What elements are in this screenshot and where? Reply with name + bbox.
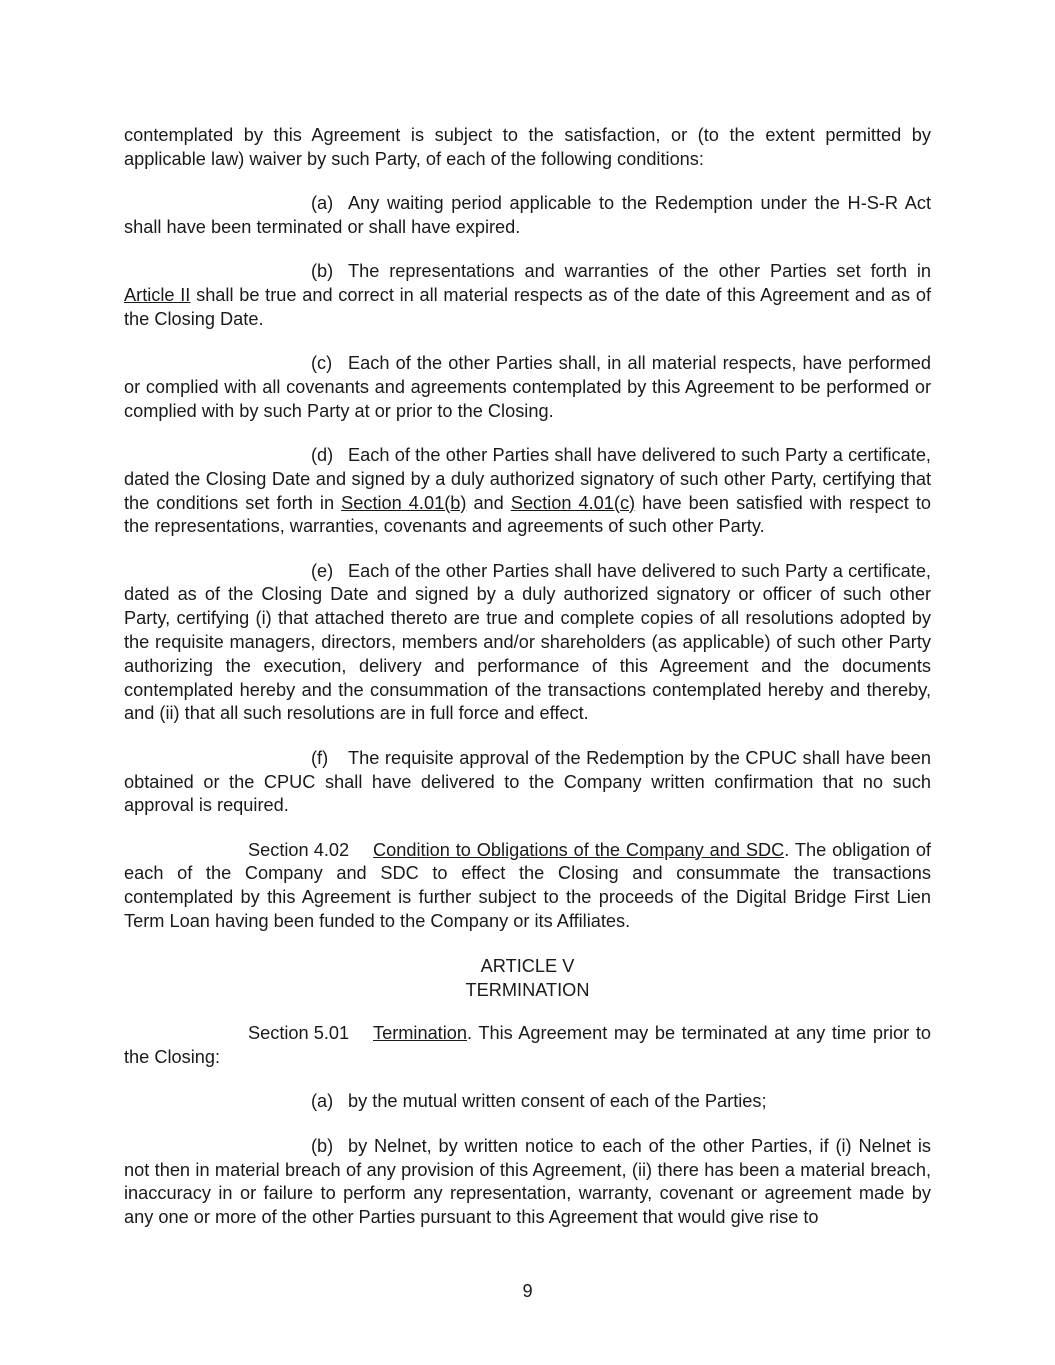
article-ii-reference: Article II [124, 284, 191, 305]
condition-d-text-post: have been satisfied with respect to the representations, warranties, covenants and agreements of such other Party. [124, 492, 932, 537]
condition-b-text-post: shall be true and correct in all material respects as of the date of this Agreement and as of the Closing Date. [124, 284, 931, 329]
condition-d-text-mid: and [466, 492, 511, 513]
condition-e-text: Each of the other Parties shall have delivered to such Party a certificate, dated as of the Closing Date and signed by a duly authorized signatory or officer of such other Party, certifying (i) that attached thereto are true and complete copies of all resolutions adopted by the requisite managers, directors, members and/or shareholders (as applicable) of such other Party authorizing the execution, delivery and performance of this Agreement and the documents contemplated hereby and the consummation of the transactions contemplated hereby and thereby, and (ii) that all such resolutions are in full force and effect. [124, 560, 931, 724]
page-number: 9 [522, 1281, 533, 1301]
termination-item-a-text: by the mutual written consent of each of the Parties; [348, 1091, 767, 1112]
article-number: ARTICLE V [480, 956, 575, 977]
condition-a-text: Any waiting period applicable to the Redemption under the H-S-R Act shall have been terminated or shall have expired. [124, 193, 931, 237]
condition-d-text-pre: Each of the other Parties shall have delivered to such Party a certificate, dated the Closing Date and signed by a duly authorized signatory of such other Party, certifying that the conditions set forth in [124, 444, 931, 513]
section-5-01-heading: Termination [373, 1023, 468, 1044]
condition-d-label: (d) [311, 444, 334, 465]
condition-e [124, 560, 931, 727]
article-heading [124, 954, 931, 1002]
section-5-01-number: Section 5.01 [248, 1023, 350, 1044]
section-4-02-number: Section 4.02 [248, 839, 350, 860]
condition-c-label: (c) [311, 353, 333, 374]
condition-a [124, 192, 931, 240]
condition-b-text-pre: The representations and warranties of the other Parties set forth in [348, 261, 931, 282]
condition-f [124, 747, 931, 818]
condition-f-text: The requisite approval of the Redemption by the CPUC shall have been obtained or the CPUC shall have delivered to the Company written confirmation that no such approval is required. [124, 747, 931, 816]
section-4-02 [124, 839, 931, 934]
condition-c-text: Each of the other Parties shall, in all material respects, have performed or complied with all covenants and agreements contemplated by this Agreement to be performed or complied with by such Party at or prior to the Closing. [124, 353, 931, 421]
termination-item-b-text: by Nelnet, by written notice to each of the other Parties, if (i) Nelnet is not then in material breach of any provision of this Agreement, (ii) there has been a material breach, inaccuracy in or failure to perform any representation, warranty, covenant or agreement made by any one or more of the other Parties pursuant to this Agreement that would give rise to [124, 1135, 931, 1228]
condition-a-label: (a) [311, 193, 334, 214]
termination-item-a-label: (a) [311, 1091, 334, 1112]
section-401b-reference: Section 4.01(b) [341, 492, 467, 513]
section-4-02-text: . The obligation of each of the Company and SDC to effect the Closing and consummate the transactions contemplated by this Agreement is further subject to the proceeds of the Digital Bridge First Lien Term Loan having been funded to the Company or its Affiliates. [124, 839, 931, 932]
condition-d [124, 444, 931, 539]
condition-f-label: (f) [311, 747, 329, 768]
section-5-01-text: . This Agreement may be terminated at any time prior to the Closing: [124, 1023, 931, 1068]
section-5-01 [124, 1022, 931, 1070]
section-4-02-heading: Condition to Obligations of the Company and SDC [373, 839, 785, 860]
condition-c [124, 352, 931, 423]
intro-paragraph: contemplated by this Agreement is subject to the satisfaction, or (to the extent permitted by applicable law) waiver by such Party, of each of the following conditions: [124, 125, 931, 169]
condition-b [124, 260, 931, 331]
condition-e-label: (e) [311, 560, 334, 581]
section-401c-reference: Section 4.01(c) [510, 492, 636, 513]
article-title: TERMINATION [465, 980, 590, 1001]
termination-item-b [124, 1135, 931, 1230]
termination-item-a [124, 1090, 931, 1114]
document-page [124, 124, 931, 1250]
termination-item-b-label: (b) [311, 1135, 334, 1156]
condition-b-label: (b) [311, 261, 334, 282]
